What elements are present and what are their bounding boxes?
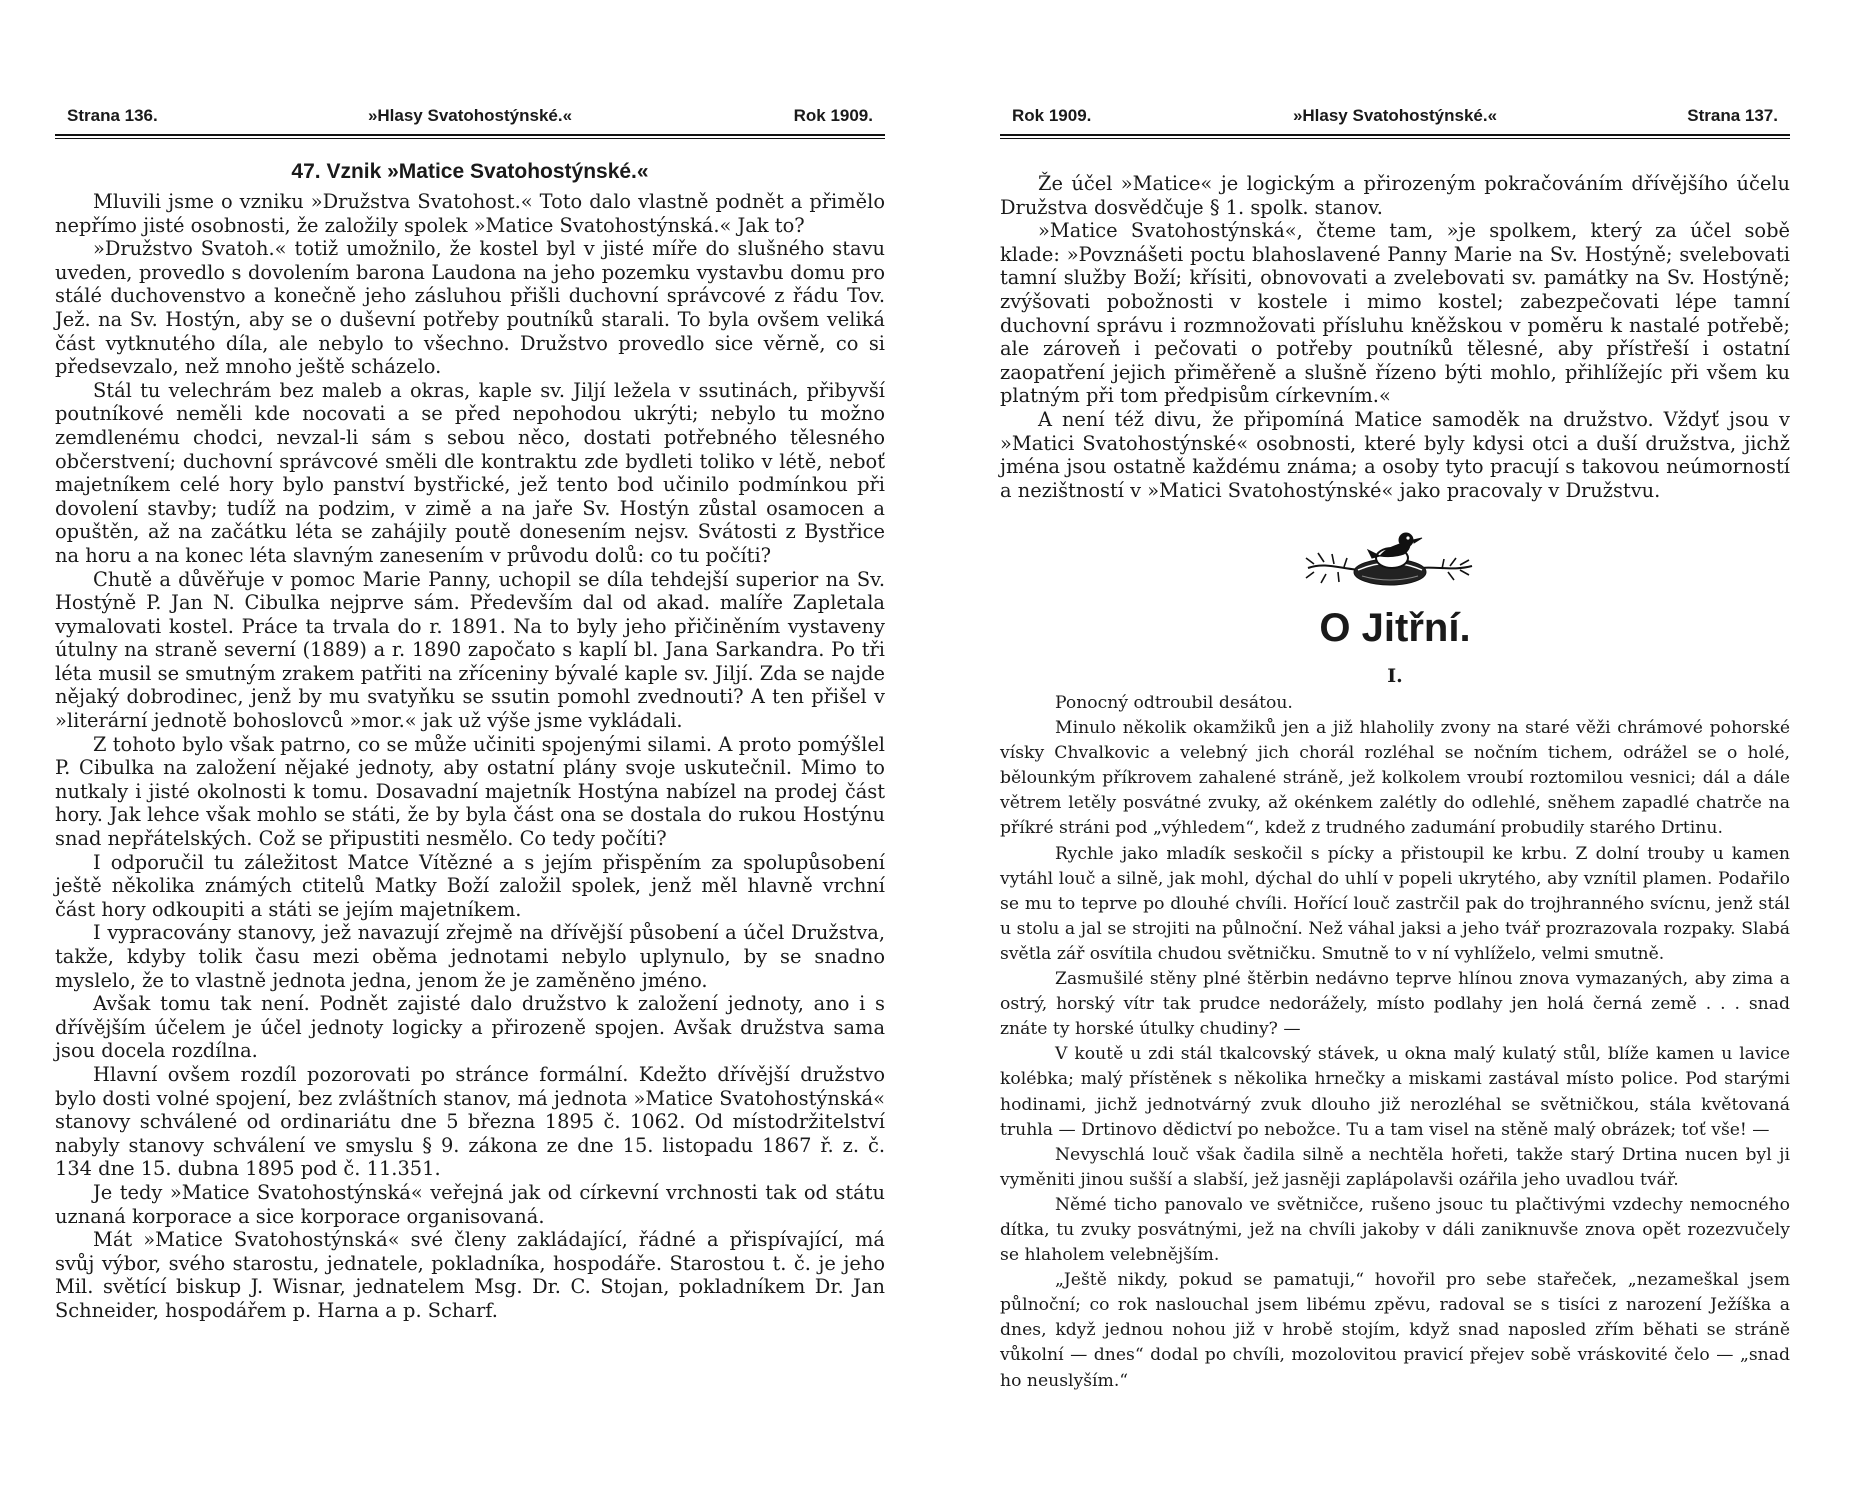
story-title: O Jitřní. — [1319, 606, 1471, 650]
left-paragraph: Mluvili jsme o vzniku »Družstva Svatohost.« Toto dalo vlastně podnět a přimělo nepřímo jisté osobnosti, že založily spolek »Matice Svatohostýnská.« Jak to? — [55, 190, 885, 237]
bird-nest-vignette — [1300, 512, 1480, 596]
left-paragraph: I vypracovány stanovy, jež navazují zřejmě na dřívější působení a účel Družstva, takže, kdyby tolik času mezi oběma jednotami nebylo uplynulo, by se snadno myslelo, že to vlastně jednota jedna, jenom že je zaměněno jméno. — [55, 921, 885, 992]
right-paragraph: A není též divu, že připomíná Matice samoděk na družstvo. Vždyť jsou v »Matici Svatohostýnské« osobnosti, které byly kdysi otci a duší družstva, jichž jména jsou ostatně každému známa; a osoby tyto pracují s takovou neúmorností a nezištností v »Matici Svatohostýnské« jako pracovaly v Družstvu. — [1000, 407, 1790, 502]
story-paragraph: V koutě u zdi stál tkalcovský stávek, u okna malý kulatý stůl, blíže kamen u lavice kolébka; malý přístěnek s několika hrnečky a miskami zastával místo police. Pod starými hodinami, jichž jednotvárný zvuk dlouho již nerozléhal se světničkou, stála květovaná truhla — Drtinovo dědictví po nebožce. Tu a tam visel na stěně malý obrázek; toť vše! — — [1000, 1044, 1790, 1140]
left-journal-title: »Hlasy Svatohostýnské.« — [367, 106, 573, 125]
right-year: Rok 1909. — [1012, 106, 1092, 125]
story-paragraph: Ponocný odtroubil desátou. — [1055, 693, 1293, 713]
story-body — [1000, 691, 1790, 1394]
left-paragraph: »Družstvo Svatoh.« totiž umožnilo, že kostel byl v jisté míře do slušného stavu uveden, provedlo s dovolením barona Laudona na jeho pozemku vystavbu domu pro stálé duchovenstvo a konečně jeho zásluhou přišli duchovní správcové z řádu Tov. Jež. na Sv. Hostýn, aby se o duševní potřeby poutníků starali. To byla ovšem veliká část vytknutého díla, ale nebylo to všechno. Družstvo provedlo sice věrně, co si předsevzalo, než mnoho ještě scházelo. — [55, 237, 885, 379]
left-page-number: Strana 136. — [67, 106, 158, 125]
left-header-rule — [55, 134, 885, 139]
left-paragraph: Avšak tomu tak není. Podnět zajisté dalo družstvo k založení jednoty, ano i s dřívějším účelem je účel jednoty logicky a přirozeně spojen. Avšak družstva sama jsou docela rozdílna. — [55, 992, 885, 1063]
story-paragraph: Němé ticho panovalo ve světničce, rušeno jsouc tu plačtivými vzdechy nemocného dítka, tu zvuky posvátnými, jež na chvíli jakoby v dáli zaniknuvše znova opět rozezvučely se hlaholem velebnějším. — [1000, 1194, 1790, 1266]
story-paragraph: Nevyschlá louč však čadila silně a nechtěla hořeti, takže starý Drtina nucen byl ji vyměniti jinou sušší a slabší, jež jasněji zaplápolavši ozářila jeho uvadlou tvář. — [1000, 1144, 1790, 1190]
left-paragraph: Je tedy »Matice Svatohostýnská« veřejná jak od církevní vrchnosti tak od státu uznaná korporace a sice korporace organisovaná. — [55, 1180, 885, 1228]
left-page-header — [55, 106, 885, 130]
left-article-body — [55, 190, 885, 1323]
story-paragraph: Rychle jako mladík seskočil s pícky a přistoupil ke krbu. Z dolní trouby u kamen vytáhl louč a silně, jak mohl, dýchal do uhlí v popeli ukrytého, aby vznítil plamen. Podařilo se mu to teprve po dlouhé chvíli. Hořící louč zastrčil pak do trojhranného svícnu, jenž stál u stolu a jal se strojiti na půlnoční. Než váhal jaksi a jeho tvář prozrazovala rozpaky. Slabá světla zář osvítila chudou světničku. Smutně to v ní vyhlíželo, velmi smutně. — [1000, 843, 1790, 964]
left-page — [55, 0, 885, 1500]
right-paragraph: Že účel »Matice« je logickým a přirozeným pokračováním dřívějšího účelu Družstva dosvědčuje § 1. spolk. stanov. — [1000, 172, 1790, 219]
left-paragraph: Hlavní ovšem rozdíl pozorovati po stránce formální. Kdežto dřívější družstvo bylo dosti volné spojení, bez zvláštních stanov, má jednota »Matice Svatohostýnská« stanovy schválené od ordinariátu dne 5 března 1895 č. 1062. Od místodržitelství nabyly stanovy schválení ve smyslu § 9. zákona ze dne 15. listopadu 1867 ř. z. č. 134 dne 15. dubna 1895 pod č. 11.351. — [55, 1062, 885, 1181]
story-paragraph: „Ještě nikdy, pokud se pamatuji,“ hovořil pro sebe stařeček, „nezameškal jsem půlnoční; co rok naslouchal jsem libému zpěvu, radoval se s tisíci z narození Ježíška a dnes, když jednou nohou již v hrobě stojím, když snad naposled zřím běhati se stráně vůkolní — dnes“ dodal po chvíli, mozolovitou pravicí přejev sobě vráskovité čelo — „snad ho neuslyším.“ — [1000, 1270, 1790, 1391]
left-year: Rok 1909. — [793, 106, 873, 125]
right-header-rule — [1000, 134, 1790, 139]
right-page — [1000, 0, 1790, 1500]
chapter-number: I. — [1387, 665, 1403, 687]
left-paragraph: Z tohoto bylo však patrno, co se může učiniti spojenými silami. A proto pomýšlel P. Cibulka na založení nějaké jednoty, aby ostatní plány svoje uskutečnil. Mimo to nutkaly i jisté okolnosti k tomu. Dosavadní majetník Hostýna nabízel na prodej část hory. Jak lehce však mohlo se státi, že by byla část ona se dostala do rukou Hostýnu snad nepřátelských. Což se připustiti nesmělo. Co tedy počíti? — [55, 732, 885, 851]
right-article-continuation — [1000, 172, 1790, 502]
left-paragraph: I odporučil tu záležitost Matce Vítězné a s jejím přispěním za spolupůsobení ještě několika známých ctitelů Matky Boží založil spolek, jenž měl hlavně vrchní část hory odkoupiti a státi se jejím majetníkem. — [55, 850, 885, 921]
right-page-header — [1000, 106, 1790, 130]
left-paragraph: Chutě a důvěřuje v pomoc Marie Panny, uchopil se díla tehdejší superior na Sv. Hostýně P. Jan N. Cibulka nejprve sám. Především dal od akad. malíře Zapletala vymalovati kostel. Práce ta trvala do r. 1891. Na to byly jeho přičiněním vystaveny útulny na straně severní (1889) a r. 1890 započato s kaplí bl. Jana Sarkandra. Po tři léta musil se smutným zrakem patřiti na zříceniny bývalé kaple sv. Jiljí. Zda se najde nějaký dobrodinec, jenž by mu svatyňku se ssutin pomohl zvednouti? A ten přišel v »literární jednotě bohoslovců »mor.« jak už výše jsme vykládali. — [55, 567, 885, 733]
right-journal-title: »Hlasy Svatohostýnské.« — [1292, 106, 1498, 125]
story-paragraph: Zasmušilé stěny plné štěrbin nedávno teprve hlínou znova vymazaných, aby zima a ostrý, horský vítr tak prudce nedorážely, místo podlahy jen holá černá země . . . snad znáte ty horské útulky chudiny? — — [1000, 969, 1790, 1040]
left-paragraph: Mát »Matice Svatohostýnská« své členy zakládající, řádné a přispívající, má svůj výbor, svého starostu, jednatele, pokladníka, hospodáře. Starostou t. č. je jeho Mil. světící biskup J. Wisnar, jednatelem Msg. Dr. C. Stojan, pokladníkem Dr. Jan Schneider, hospodářem p. Harna a p. Scharf. — [55, 1228, 885, 1322]
article-title: 47. Vznik »Matice Svatohostýnské.« — [291, 160, 649, 183]
right-page-number: Strana 137. — [1687, 106, 1778, 125]
right-paragraph: »Matice Svatohostýnská«, čteme tam, »je spolkem, který za účel sobě klade: »Povznášeti poctu blahoslavené Panny Marie na Sv. Hostýně; svelebovati tamní služby Boží; křísiti, obnovovati a zvelebovati sv. památky na Sv. Hostýně; zvýšovati pobožnosti v kostele i mimo kostel; zabezpečovati lépe tamní duchovní správu i rozmnožovati přísluhu kněžskou v poměru k nastalé potřebě; ale zároveň i pečovati o potřeby poutníků tělesné, aby přístřeší i ostatní zaopatření jejich přiměřeně a slušně řízeno býti mohlo, přihlížejíc při všem ku platným při tom předpisům církevním.« — [1000, 219, 1790, 408]
left-paragraph: Stál tu velechrám bez maleb a okras, kaple sv. Jiljí ležela v ssutinách, přibyvší poutníkové neměli kde nocovati a se před nepohodou ukrýti; nebylo tu možno zemdlenému chodci, nevzal-li sám s sebou něco, dostati potřebného tělesného občerstvení; duchovní správcové směli dle kontraktu zde bydleti toliko v létě, neboť majetníkem celé hory bylo panství bystřické, jež tento bod učinilo podmínkou při dovolení stavby; tudíž na podzim, v zimě a na jaře Sv. Hostýn zůstal osamocen a opuštěn, až na začátku léta se zahájily poutě donesením nejsv. Svátosti z Bystřice na horu a na konec léta slavným zanesením v průvodu dolů: co tu počíti? — [55, 378, 885, 567]
story-paragraph: Minulo několik okamžiků jen a již hlaholily zvony na staré věži chrámové pohorské vísky Chvalkovic a velebný jich chorál rozléhal se nočním tichem, odrážel se o holé, bělounkým příkrovem zahalené stráně, jež kolkolem vroubí roztomilou vesnici; dál a dále větrem letěly posvátné zvuky, až okénkem zalétly do odlehlé, sněhem zapadlé chatrče na příkré stráni pod „výhledem“, kdež z trudného zadumání probudily starého Drtinu. — [1000, 718, 1790, 839]
